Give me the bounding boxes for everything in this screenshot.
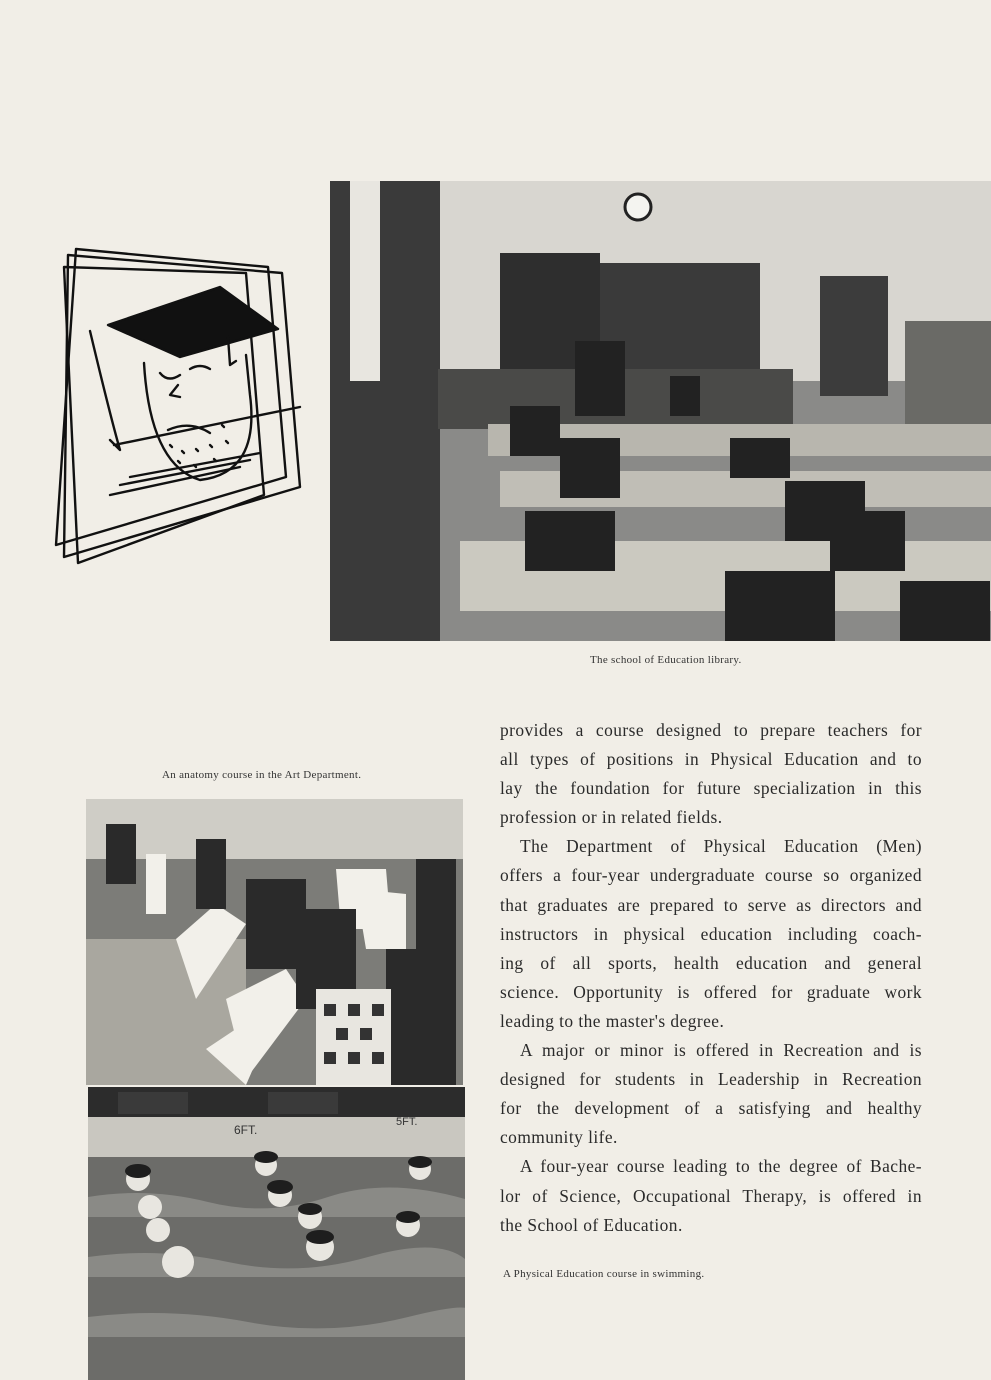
library-photo: [330, 181, 991, 641]
graduate-sketch: [50, 245, 310, 570]
body-line: instructors in physical education including coach-: [500, 923, 922, 944]
body-line: that graduates are prepared to serve as directors and: [500, 894, 922, 915]
body-line: A four-year course leading to the degree of Bache-: [520, 1156, 922, 1177]
body-line: leading to the master's degree.: [500, 1010, 725, 1031]
body-line: ing of all sports, health education and general: [500, 952, 922, 973]
body-line: science. Opportunity is offered for graduate work: [500, 981, 922, 1002]
pool-depth-6ft: 6FT.: [234, 1123, 258, 1137]
body-line: A major or minor is offered in Recreation and is: [520, 1040, 922, 1061]
body-line: The Department of Physical Education (Men): [520, 836, 922, 857]
body-paragraph: [500, 1152, 922, 1239]
body-line: community life.: [500, 1127, 618, 1148]
library-caption: The school of Education library.: [590, 654, 742, 666]
anatomy-photo: [86, 799, 463, 1085]
body-line: all types of positions in Physical Education and to: [500, 749, 922, 770]
body-paragraph: [500, 1036, 922, 1152]
body-line: provides a course designed to prepare teachers for: [500, 720, 922, 740]
body-paragraph: [500, 716, 922, 832]
anatomy-caption: An anatomy course in the Art Department.: [162, 769, 362, 781]
body-line: lor of Science, Occupational Therapy, is offered in: [500, 1185, 922, 1206]
pool-depth-5ft: 5FT.: [396, 1116, 418, 1128]
body-line: profession or in related fields.: [500, 807, 723, 828]
body-line: for the development of a satisfying and healthy: [500, 1098, 922, 1119]
body-line: offers a four-year undergraduate course so organized: [500, 865, 922, 886]
body-line: designed for students in Leadership in Recreation: [500, 1069, 922, 1090]
body-line: lay the foundation for future specialization in this: [500, 778, 922, 799]
body-line: the School of Education.: [500, 1214, 683, 1235]
swimming-photo: [88, 1087, 465, 1380]
swimming-caption: A Physical Education course in swimming.: [503, 1268, 705, 1280]
body-text: [500, 716, 922, 1240]
body-paragraph: [500, 832, 922, 1036]
